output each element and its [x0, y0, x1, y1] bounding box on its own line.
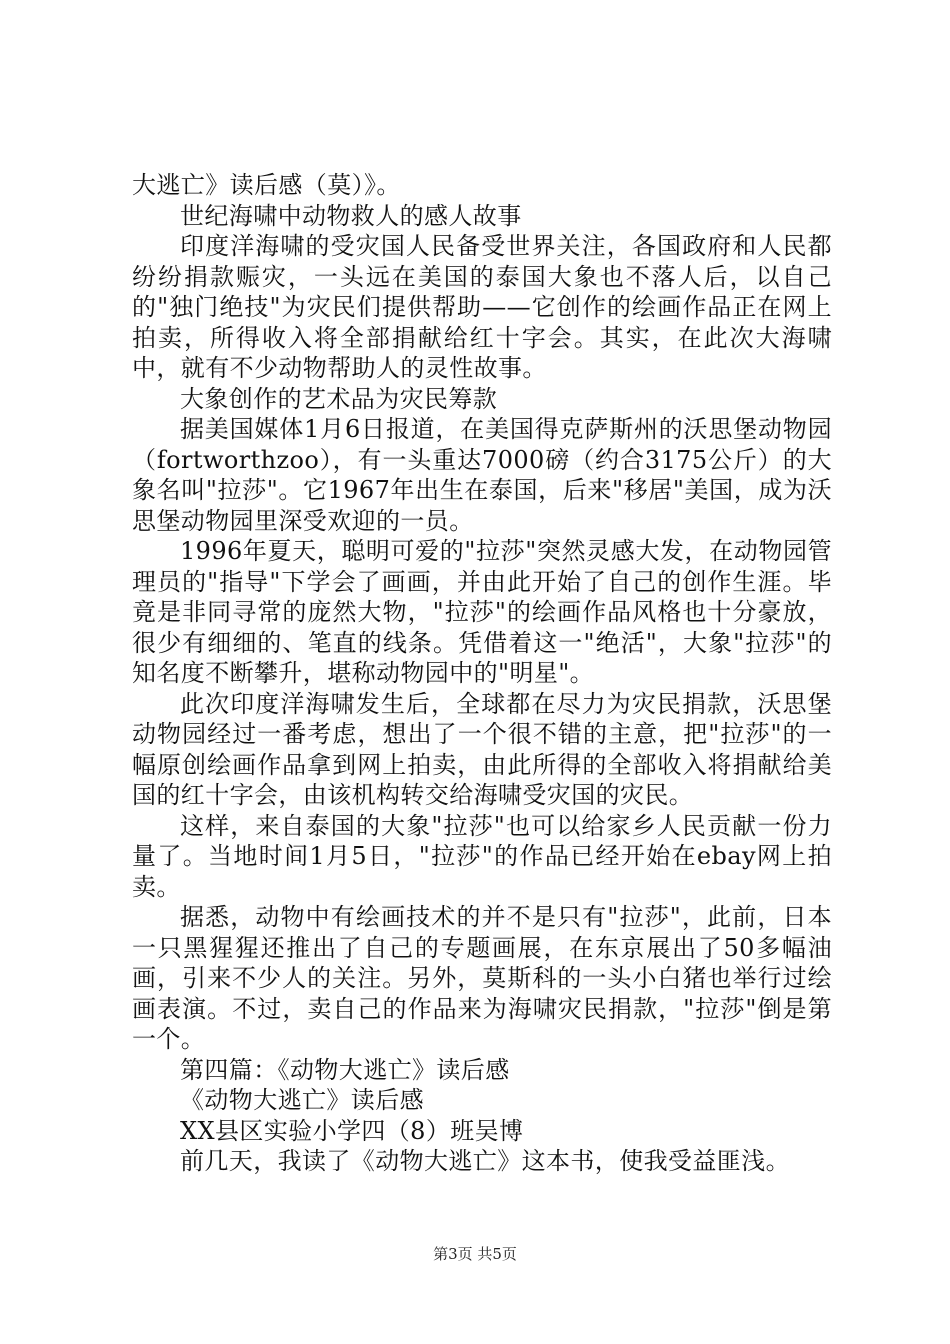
paragraph: 印度洋海啸的受灾国人民备受世界关注，各国政府和人民都纷纷捐款赈灾，一头远在美国的泰国大象也不落人后，以自己的"独门绝技"为灾民们提供帮助——它创作的绘画作品正在网上拍卖，所得收入将全部捐献给红十字会。其实，在此次大海啸中，就有不少动物帮助人的灵性故事。	[132, 232, 832, 382]
paragraph-continuation: 大逃亡》读后感（莫）》。	[132, 171, 401, 199]
paragraph: 1996年夏天，聪明可爱的"拉莎"突然灵感大发，在动物园管理员的"指导"下学会了画画，并由此开始了自己的创作生涯。毕竟是非同寻常的庞然大物，"拉莎"的绘画作品风格也十分豪放，很少有细细的、笔直的线条。凭借着这一"绝活"，大象"拉莎"的知名度不断攀升，堪称动物园中的"明星"。	[132, 537, 832, 687]
chapter-heading: 第四篇：《动物大逃亡》读后感	[180, 1055, 510, 1084]
paragraph: 此次印度洋海啸发生后，全球都在尽力为灾民捐款，沃思堡动物园经过一番考虑，想出了一个很不错的主意，把"拉莎"的一幅原创绘画作品拿到网上拍卖，由此所得的全部收入将捐献给美国的红十字会，由该机构转交给海啸受灾国的灾民。	[132, 689, 832, 809]
document-body	[132, 170, 832, 1177]
section-heading: 世纪海啸中动物救人的感人故事	[180, 201, 522, 230]
paragraph: 这样，来自泰国的大象"拉莎"也可以给家乡人民贡献一份力量了。当地时间1月5日，"拉莎"的作品已经开始在ebay网上拍卖。	[132, 811, 832, 901]
paragraph: 据美国媒体1月6日报道，在美国得克萨斯州的沃思堡动物园（fortworthzoo），有一头重达7000磅（约合3175公斤）的大象名叫"拉莎"。它1967年出生在泰国，后来"移居"美国，成为沃思堡动物园里深受欢迎的一员。	[132, 415, 832, 535]
page-number-footer: 第3页 共5页	[433, 1245, 517, 1263]
author-line: XX县区实验小学四（8）班吴博	[180, 1116, 524, 1145]
article-title: 《动物大逃亡》读后感	[180, 1086, 424, 1114]
paragraph: 前几天，我读了《动物大逃亡》这本书，使我受益匪浅。	[180, 1147, 790, 1175]
paragraph: 据悉，动物中有绘画技术的并不是只有"拉莎"，此前，日本一只黑猩猩还推出了自己的专题画展，在东京展出了50多幅油画，引来不少人的关注。另外，莫斯科的一头小白猪也举行过绘画表演。不过，卖自己的作品来为海啸灾民捐款，"拉莎"倒是第一个。	[132, 903, 832, 1053]
section-heading: 大象创作的艺术品为灾民筹款	[180, 384, 498, 413]
